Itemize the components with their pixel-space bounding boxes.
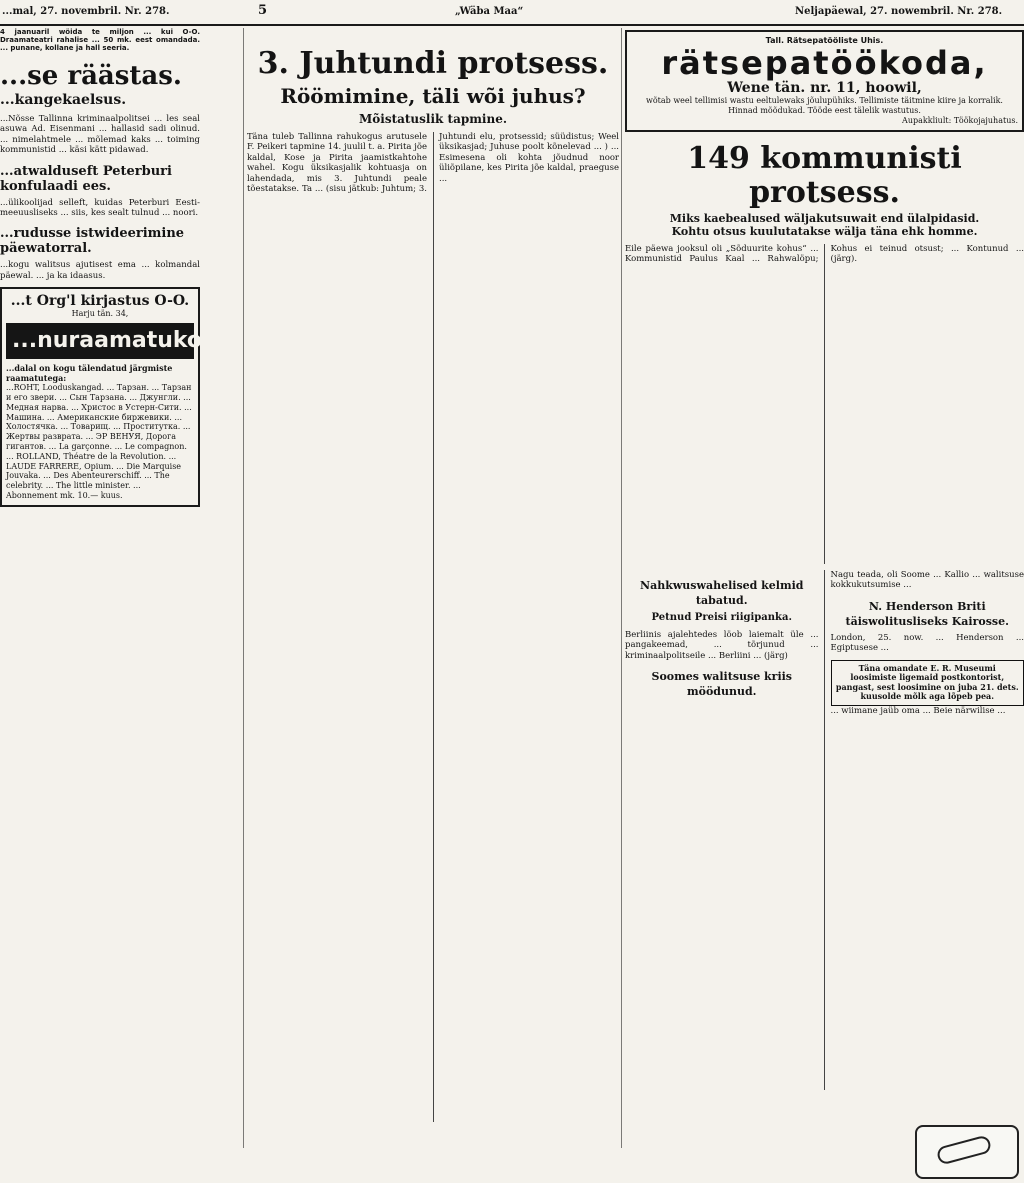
library-ad [0,287,234,507]
headline-peterburi: ...atwalduseft Peterburi konfulaadi ees. [0,163,172,194]
library-stamp-icon [915,1125,1019,1179]
article-nahkwuswahelised-body: Berliinis ajalehtedes löob laiemalt üle ... pangakeemad, ... tõrjunud ... kriminaalpolitseile ... Berliini ... (järg) [625,630,819,661]
library-ad-address: Harju tän. 34, [71,309,129,319]
article-paewatorral-body: ...kogu walitsus ajutisest ema ... kolmandal päewal. ... ja ka idaasus. [0,260,200,281]
article-soome-kriis-body: Nagu teada, oli Soome ... Kallio ... walitsuse kokkukutsumise ... [830,570,1024,591]
tailor-ad-text: wõtab weel tellimisi wastu eeltulewaks jõulupühiks. Tellimiste täitmine kiire ja korralik. Hinnad mõõdukad. Tööde eest tälelik wastutus. [646,96,1003,115]
museum-lottery-notice: Täna omandate E. R. Museumi loosimiste ligemaid postkontorist, pangast, sest loosimine on juba 21. dets. kuusolde mõlk aga lõpeb pea. [831,660,1024,706]
headline-juhtundi: 3. Juhtundi protsess. [257,46,609,81]
article-bottom-right-body: ... wiimane jaüb oma ... Beie närwilise ... [830,705,1006,716]
column-left [0,28,234,1148]
headline-henderson: N. Henderson Briti täiswolitusliseks Kairosse. [845,599,1009,628]
article-juhtundi-body-wrap [247,132,619,1122]
header-right: Neljapäewal, 27. nowembril. Nr. 278. [795,6,1003,17]
tailor-ad [625,30,1024,132]
headline-raastas-sub: ...kangekaelsus. [0,92,127,108]
tailor-ad-address: Wene tän. nr. 11, hoowil, [727,80,922,96]
article-henderson-body: London, 25. now. ... Henderson ... Egiptusese ... [830,632,1024,654]
header-left: ...mal, 27. novembril. Nr. 278. [2,6,170,17]
tailor-ad-society: Tall. Rätsepatöölistе Uhis. [765,36,884,45]
header-rule [0,24,1024,26]
column-center [247,28,619,1148]
article-149-body-wrap [625,244,1024,564]
headline-juhtundi-sub: Röömimine, täli wõi juhus? [280,84,586,108]
column-divider-1 [243,28,244,1148]
tailor-ad-headline: rätsepatöökoda, [661,44,988,82]
column-right [625,28,1024,1148]
library-ad-banner: ...nuraamatukogu [6,323,194,359]
article-peterburi-body: ...ülikoolijad selleft, kuidas Peterburi Eesti-meeuusliseks ... siis, kes sealt tulnud ... noori. [0,197,200,219]
headline-paewatorral: ...rudusse istwideerimine päewatorral. [0,226,185,257]
article-juhtundi-body: Täna tuleb Tallinna rahukogus arutusele F. Peikeri tapmine 14. juulil t. a. Pirita jõe kaldal, Kose ja Pirita jaamistkahtohe wahel. Kogu üksikasjalik kohtuasja on lahendada, mis 3. Juhtundi peale tõestatakse. Ta ... (sisu jätkub: Juhtum; 3. Juhtundi elu, protsessid; süüdistus; Weel üksikasjad; Juhuse poolt kõnelevad ... ) ... Esimesena oli kohta jõudnud noor üliõpilane, kes Pirita jõe kaldal, praeguse ... [247,132,619,195]
library-ad-title: ...t Org'l kirjastus O-O. [10,293,190,310]
article-149-body: Eile päewa jooksul oli „Sõduurite kohus“ ... Kommunistid Paulus Kaal ... Rahwalöpu; Kohus ei teinud otsust; ... Kontunud ... (järg). [625,244,1024,265]
library-ad-intro: ...dalal on kogu tälendatud järgmiste raamatutega: [6,363,173,384]
page-header [0,0,1024,22]
library-ad-book-list: ...ROHT, Looduskangad. ... Тарзан. ... Тарзан и его звери. ... Сын Тарзана. ... Джунгли. ... Медная нарва. ... Христос в Устерн-Сити. ... Машина. ... Американские биржевики. ... Холостячка. ... Товарищ. ... Проститутка. ... Жертвы разврата. ... ЭР ВЕНУЯ, Дорога гигантов. ... La garçonne. ... Le compagnon. ... ROLLAND, Théatre de la Revolution. ... LAUDE FARRERE, Opium. ... Die Marquise Jouvaka. ... Des Abenteurerschiff. ... The celebrity. ... The little minister. ... Abonnement mk. 10.— kuus. [6,383,192,501]
headline-nahkwuswahelised: Nahkwuswahelised kelmid tabatud. [640,579,804,607]
lower-right-area [625,570,1024,1090]
headline-raastas: ...se räästas. [0,61,182,91]
headline-soome-kriis: Soomes walitsuse kriis möödunud. [651,670,792,699]
column-divider-2 [621,28,622,1148]
headline-juhtundi-section: Mõistatuslik tapmine. [358,112,508,126]
headline-149-sub1: Miks kaebealused wäljakutsuwait end ülalpidasid. [669,212,980,225]
headline-149-protsess: 149 kommunisti protsess. [687,141,962,210]
header-page-number: 5 [258,3,268,18]
headline-nahkwuswahelised-sub: Petnud Preisi riigipanka. [651,612,792,623]
headline-149-sub2: Kohtu otsus kuulutatakse wälja täna ehk homme. [671,225,978,238]
header-masthead: „Wäba Maa“ [455,6,524,17]
lottery-note: 4 jaanuaril wöida te miljon ... kui O-O. Draamateatri rahalise ... 50 mk. eest omandada. ... punane, kollane ja hall seeria. [0,28,200,52]
tailor-ad-signature: Aupakkliult: Töökojajuhatus. [902,116,1018,125]
article-raastas-body: ...Nõsse Tallinna kriminaalpolitsei ... les seal asuwa Ad. Eisenmani ... hallasid sadi olinud. ... nimelahtmele ... mõlemad kaks ... toiming kommunistid ... käsi kätt pidawad. [0,114,200,156]
